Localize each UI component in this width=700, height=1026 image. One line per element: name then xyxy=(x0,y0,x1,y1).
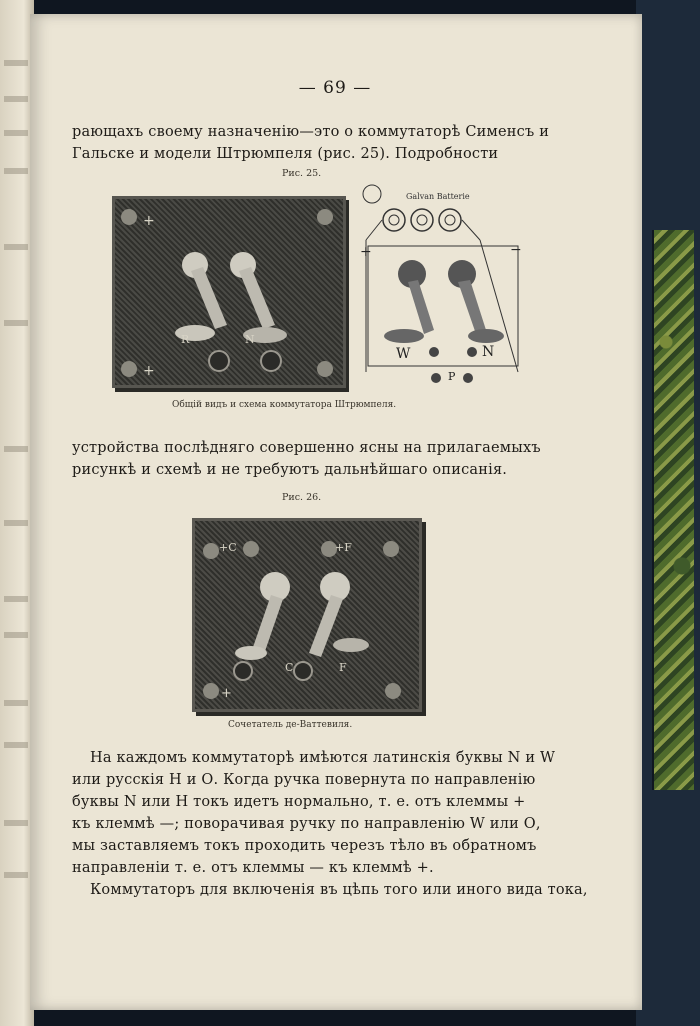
svg-text:+: + xyxy=(143,363,155,379)
previous-page-edge xyxy=(0,0,34,1026)
figure-label: Рис. 26. xyxy=(282,492,322,503)
page-number: — 69 — xyxy=(298,78,372,98)
figure-caption: Сочетатель де-Ваттевиля. xyxy=(228,720,353,730)
figure-caption: Общій видъ и схема коммутатора Штрюмпеля. xyxy=(172,400,397,410)
schematic-label: P xyxy=(448,370,456,383)
text-line: мы заставляемъ токъ проходить черезъ тѣло въ обратномъ xyxy=(72,838,537,854)
figure-25-schematic xyxy=(360,184,530,384)
marbled-endpaper xyxy=(652,230,694,790)
terminal-label: R xyxy=(181,333,190,346)
photo-label: F xyxy=(339,661,347,674)
text-line: къ клеммѣ —; поворачивая ручку по направленію W или О, xyxy=(72,816,541,832)
text-line: рающахъ своему назначенію—это о коммутаторѣ Сименсъ и xyxy=(72,124,550,140)
schematic-label: N xyxy=(482,344,495,360)
text-line: устройства послѣдняго совершенно ясны на прилагаемыхъ xyxy=(72,440,541,456)
terminal-label: N xyxy=(245,333,255,346)
commutator-photo-illustration xyxy=(115,199,343,385)
figure-26-photo xyxy=(192,518,422,712)
text-line: Гальске и модели Штрюмпеля (рис. 25). Подробности xyxy=(72,146,499,162)
schematic-title: Galvan Batterie xyxy=(406,192,470,201)
figure-25-photo xyxy=(112,196,346,388)
photo-label: C xyxy=(285,661,294,674)
schematic-label: − xyxy=(510,242,522,258)
schematic-label: W xyxy=(396,346,411,362)
schematic-label: + xyxy=(360,244,372,260)
text-line: рисункѣ и схемѣ и не требуютъ дальнѣйшаго описанія. xyxy=(72,462,508,478)
svg-text:+: + xyxy=(143,213,155,229)
svg-text:+: + xyxy=(221,686,232,701)
text-line: буквы N или Н токъ идетъ нормально, т. е. отъ клеммы + xyxy=(72,794,526,810)
text-line: или русскія Н и О. Когда ручка повернута по направленію xyxy=(72,772,536,788)
commutator-schematic-drawing xyxy=(360,184,530,384)
photo-label: +F xyxy=(335,541,352,554)
book-page xyxy=(30,14,642,1010)
text-line: направленіи т. е. отъ клеммы — къ клеммѣ +. xyxy=(72,860,434,876)
figure-label: Рис. 25. xyxy=(282,168,322,179)
text-line: Коммутаторъ для включенія въ цѣпь того или иного вида тока, xyxy=(90,882,588,898)
photo-label: +C xyxy=(219,541,237,554)
text-line: На каждомъ коммутаторѣ имѣются латинскія буквы N и W xyxy=(90,750,556,766)
